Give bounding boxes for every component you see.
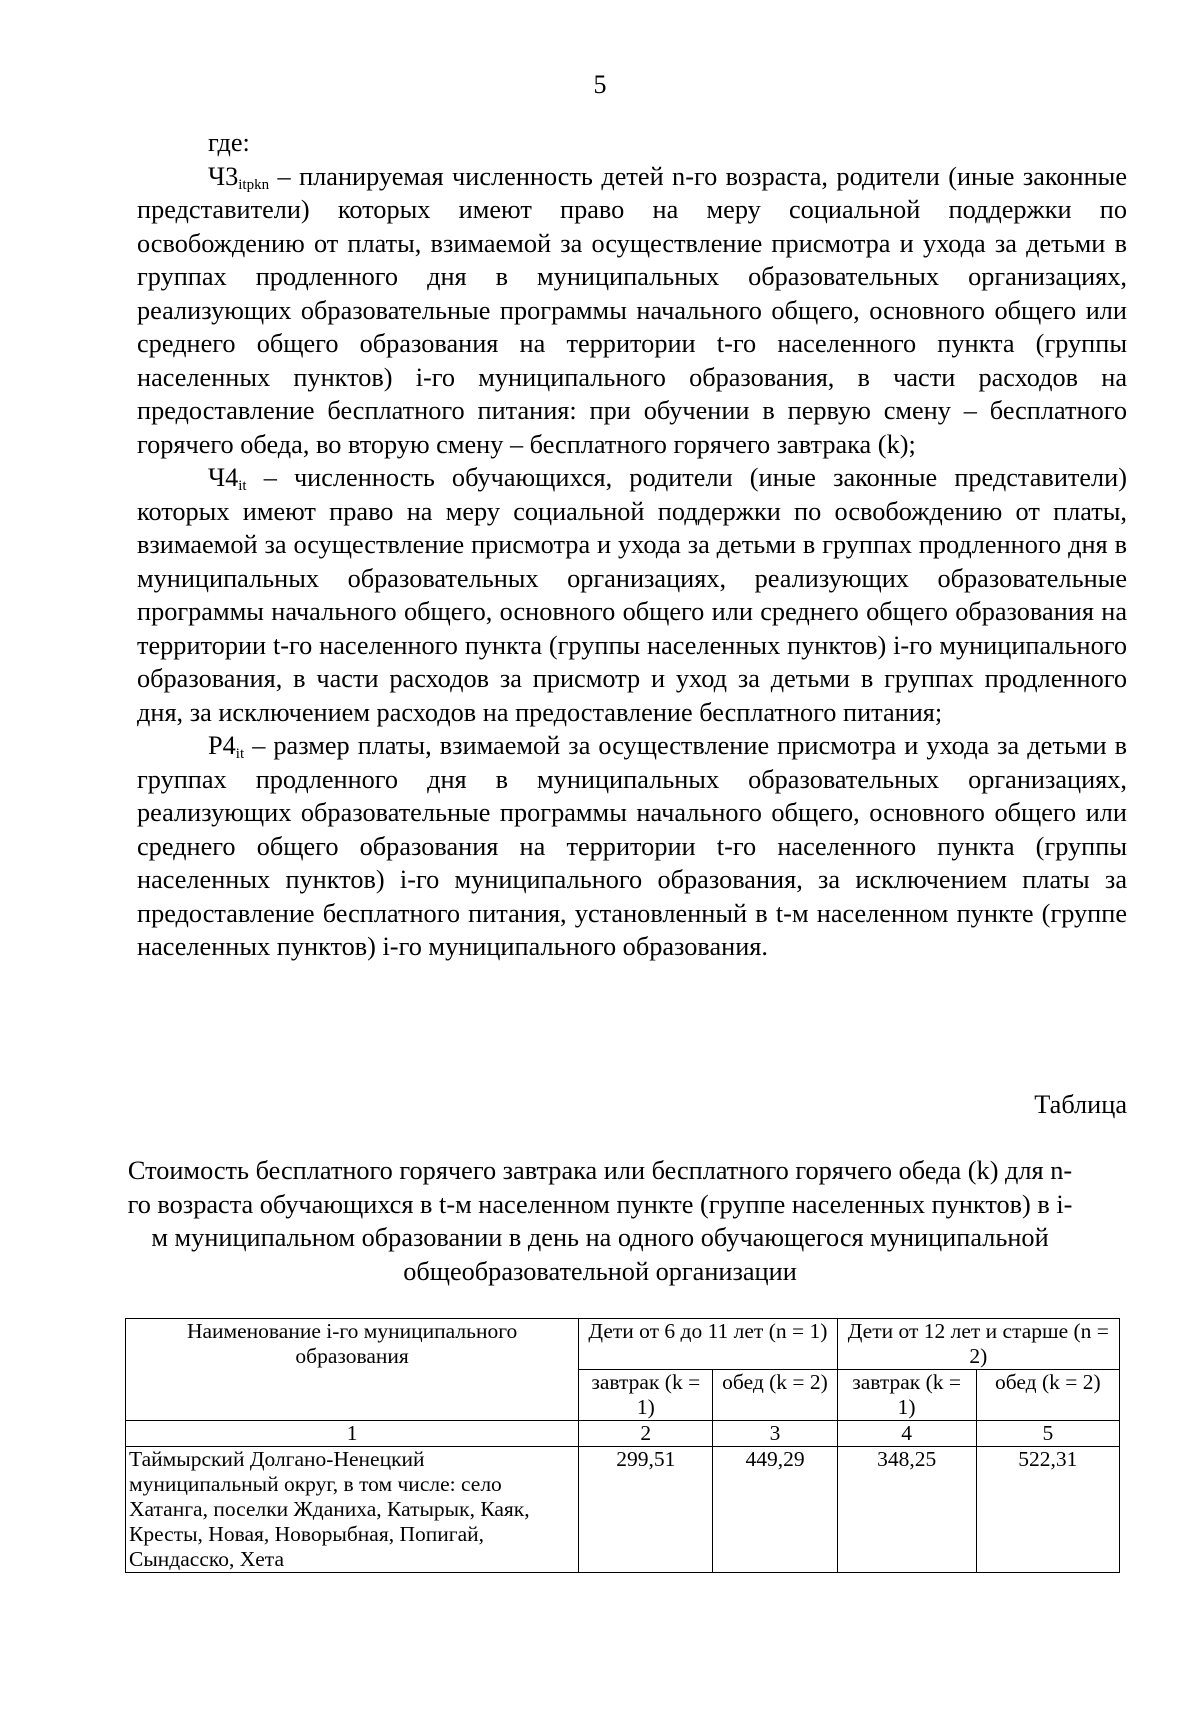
cost-cell: 299,51 xyxy=(579,1447,713,1573)
header-g1-breakfast: завтрак (k = 1) xyxy=(579,1370,713,1421)
header-g1-lunch: обед (k = 2) xyxy=(713,1370,837,1421)
column-number: 3 xyxy=(713,1421,837,1447)
column-number: 4 xyxy=(837,1421,976,1447)
definition-text: – размер платы, взимаемой за осуществление присмотра и ухода за детьми в группах продленного дня в муниципальных образовательных организациях, реализующих образовательные программы начального общего, основного общего или среднего общего образования на территории t-го населенного пункта (группы населенных пунктов) i-го муниципального образования, за исключением платы за предоставление бесплатного питания, установленный в t-м населенном пункте (группе населенных пунктов) i-го муниципального образования. xyxy=(137,731,1127,961)
definition-ch4 xyxy=(137,461,1127,729)
header-group-6-11: Дети от 6 до 11 лет (n = 1) xyxy=(579,1319,837,1370)
definition-symbol: $Ч3_{itpkn}$ xyxy=(208,161,270,193)
definition-text: – планируемая численность детей n-го возраста, родители (иные законные представители) которых имеют право на меру социальной поддержки по освобождению от платы, взимаемой за осуществление присмотра и ухода за детьми в группах продленного дня в муниципальных образовательных организациях, реализующих образовательные программы начального общего, основного общего или среднего общего образования на территории t-го населенного пункта (группы населенных пунктов) i-го муниципального образования, в части расходов на предоставление бесплатного питания: при обучении в первую смену – бесплатного горячего обеда, во вторую смену – бесплатного горячего завтрака (k); xyxy=(137,161,1128,459)
table-caption: Таблица xyxy=(1034,1090,1127,1119)
column-number: 1 xyxy=(126,1421,579,1447)
header-group-12-plus: Дети от 12 лет и старше (n = 2) xyxy=(837,1319,1119,1370)
column-number: 2 xyxy=(579,1421,713,1447)
cost-cell: 348,25 xyxy=(837,1447,976,1573)
table-row xyxy=(126,1447,1120,1573)
cost-cell: 522,31 xyxy=(976,1447,1119,1573)
table-title: Стоимость бесплатного горячего завтрака или бесплатного горячего обеда (k) для n-го возраста обучающихся в t-м населенном пункте (группе населенных пунктов) в i-м муниципальном образовании в день на одного обучающегося муниципальной общеобразовательной организации xyxy=(127,1156,1073,1286)
header-g2-lunch: обед (k = 2) xyxy=(976,1370,1119,1421)
column-number: 5 xyxy=(976,1421,1119,1447)
cost-table xyxy=(125,1318,1120,1573)
definition-text: – численность обучающихся, родители (иные законные представители) которых имеют право на меру социальной поддержки по освобождению от платы, взимаемой за осуществление присмотра и ухода за детьми в группах продленного дня в муниципальных образовательных организациях, реализующих образовательные программы начального общего, основного общего или среднего общего образования на территории t-го населенного пункта (группы населенных пунктов) i-го муниципального образования, в части расходов за присмотр и уход за детьми в группах продленного дня, за исключением расходов на предоставление бесплатного питания; xyxy=(137,463,1128,727)
cost-cell: 449,29 xyxy=(713,1447,837,1573)
definition-symbol: $Ч4_{it}$ xyxy=(208,463,247,494)
column-number-row xyxy=(126,1421,1120,1447)
intro-text: где: xyxy=(208,128,250,157)
header-name-column: Наименование i-го муниципального образования xyxy=(126,1319,579,1421)
definition-r4 xyxy=(137,729,1127,964)
definition-symbol: $Р4_{it}$ xyxy=(208,731,245,762)
definitions-section xyxy=(137,126,1127,964)
definition-ch3 xyxy=(137,160,1127,462)
header-g2-breakfast: завтрак (k = 1) xyxy=(837,1370,976,1421)
municipality-name: Таймырский Долгано-Ненецкий муниципальный округ, в том числе: село Хатанга, поселки Жданиха, Катырык, Каяк, Кресты, Новая, Новорыбная, Попигай, Сындасско, Хета xyxy=(126,1447,579,1573)
page-number: 5 xyxy=(593,70,607,99)
